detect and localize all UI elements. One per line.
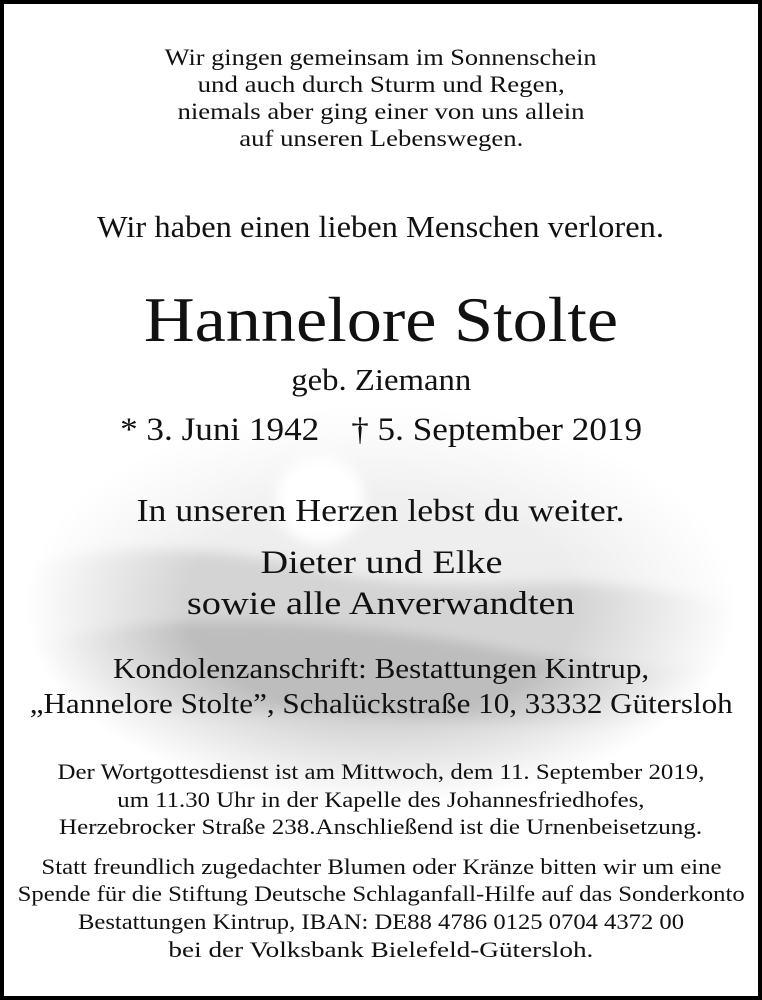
mourners-line: Dieter und Elke — [260, 545, 502, 581]
condolence-line: Kondolenzanschrift: Bestattungen Kintrup, — [112, 653, 650, 685]
donation-line: Spende für die Stiftung Deutsche Schlaganfall-Hilfe auf das Sonderkonto — [17, 881, 745, 906]
service-line: um 11.30 Uhr in der Kapelle des Johannesfriedhofes, — [117, 787, 645, 812]
birth-date: * 3. Juni 1942 — [119, 412, 320, 448]
donation-line: bei der Volksbank Bielefeld-Gütersloh. — [168, 937, 594, 962]
intro-text: Wir haben einen lieben Menschen verloren. — [97, 209, 665, 244]
maiden-name: geb. Ziemann — [290, 362, 471, 397]
service-line: Der Wortgottesdienst ist am Mittwoch, dem 11. September 2019, — [57, 759, 705, 784]
poem-line: auf unseren Lebenswegen. — [239, 126, 523, 151]
donation-line: Statt freundlich zugedachter Blumen oder Kränze bitten wir um eine — [40, 854, 722, 879]
poem-line: niemals aber ging einer von uns allein — [177, 99, 585, 124]
poem-line: und auch durch Sturm und Regen, — [197, 72, 565, 97]
donation-line: Bestattungen Kintrup, IBAN: DE88 4786 0125 0704 4372 00 — [78, 909, 684, 934]
mourners-line: sowie alle Anverwandten — [187, 586, 575, 622]
life-dates — [4, 414, 758, 447]
service-line: Herzebrocker Straße 238.Anschließend ist die Urnenbeisetzung. — [59, 814, 703, 839]
condolence-line: „Hannelore Stolte”, Schalückstraße 10, 33332 Gütersloh — [29, 688, 733, 720]
deceased-name: Hannelore Stolte — [143, 284, 619, 355]
motto: In unseren Herzen lebst du weiter. — [137, 492, 625, 528]
poem-line: Wir gingen gemeinsam im Sonnenschein — [165, 45, 597, 70]
death-date: † 5. September 2019 — [351, 412, 642, 448]
